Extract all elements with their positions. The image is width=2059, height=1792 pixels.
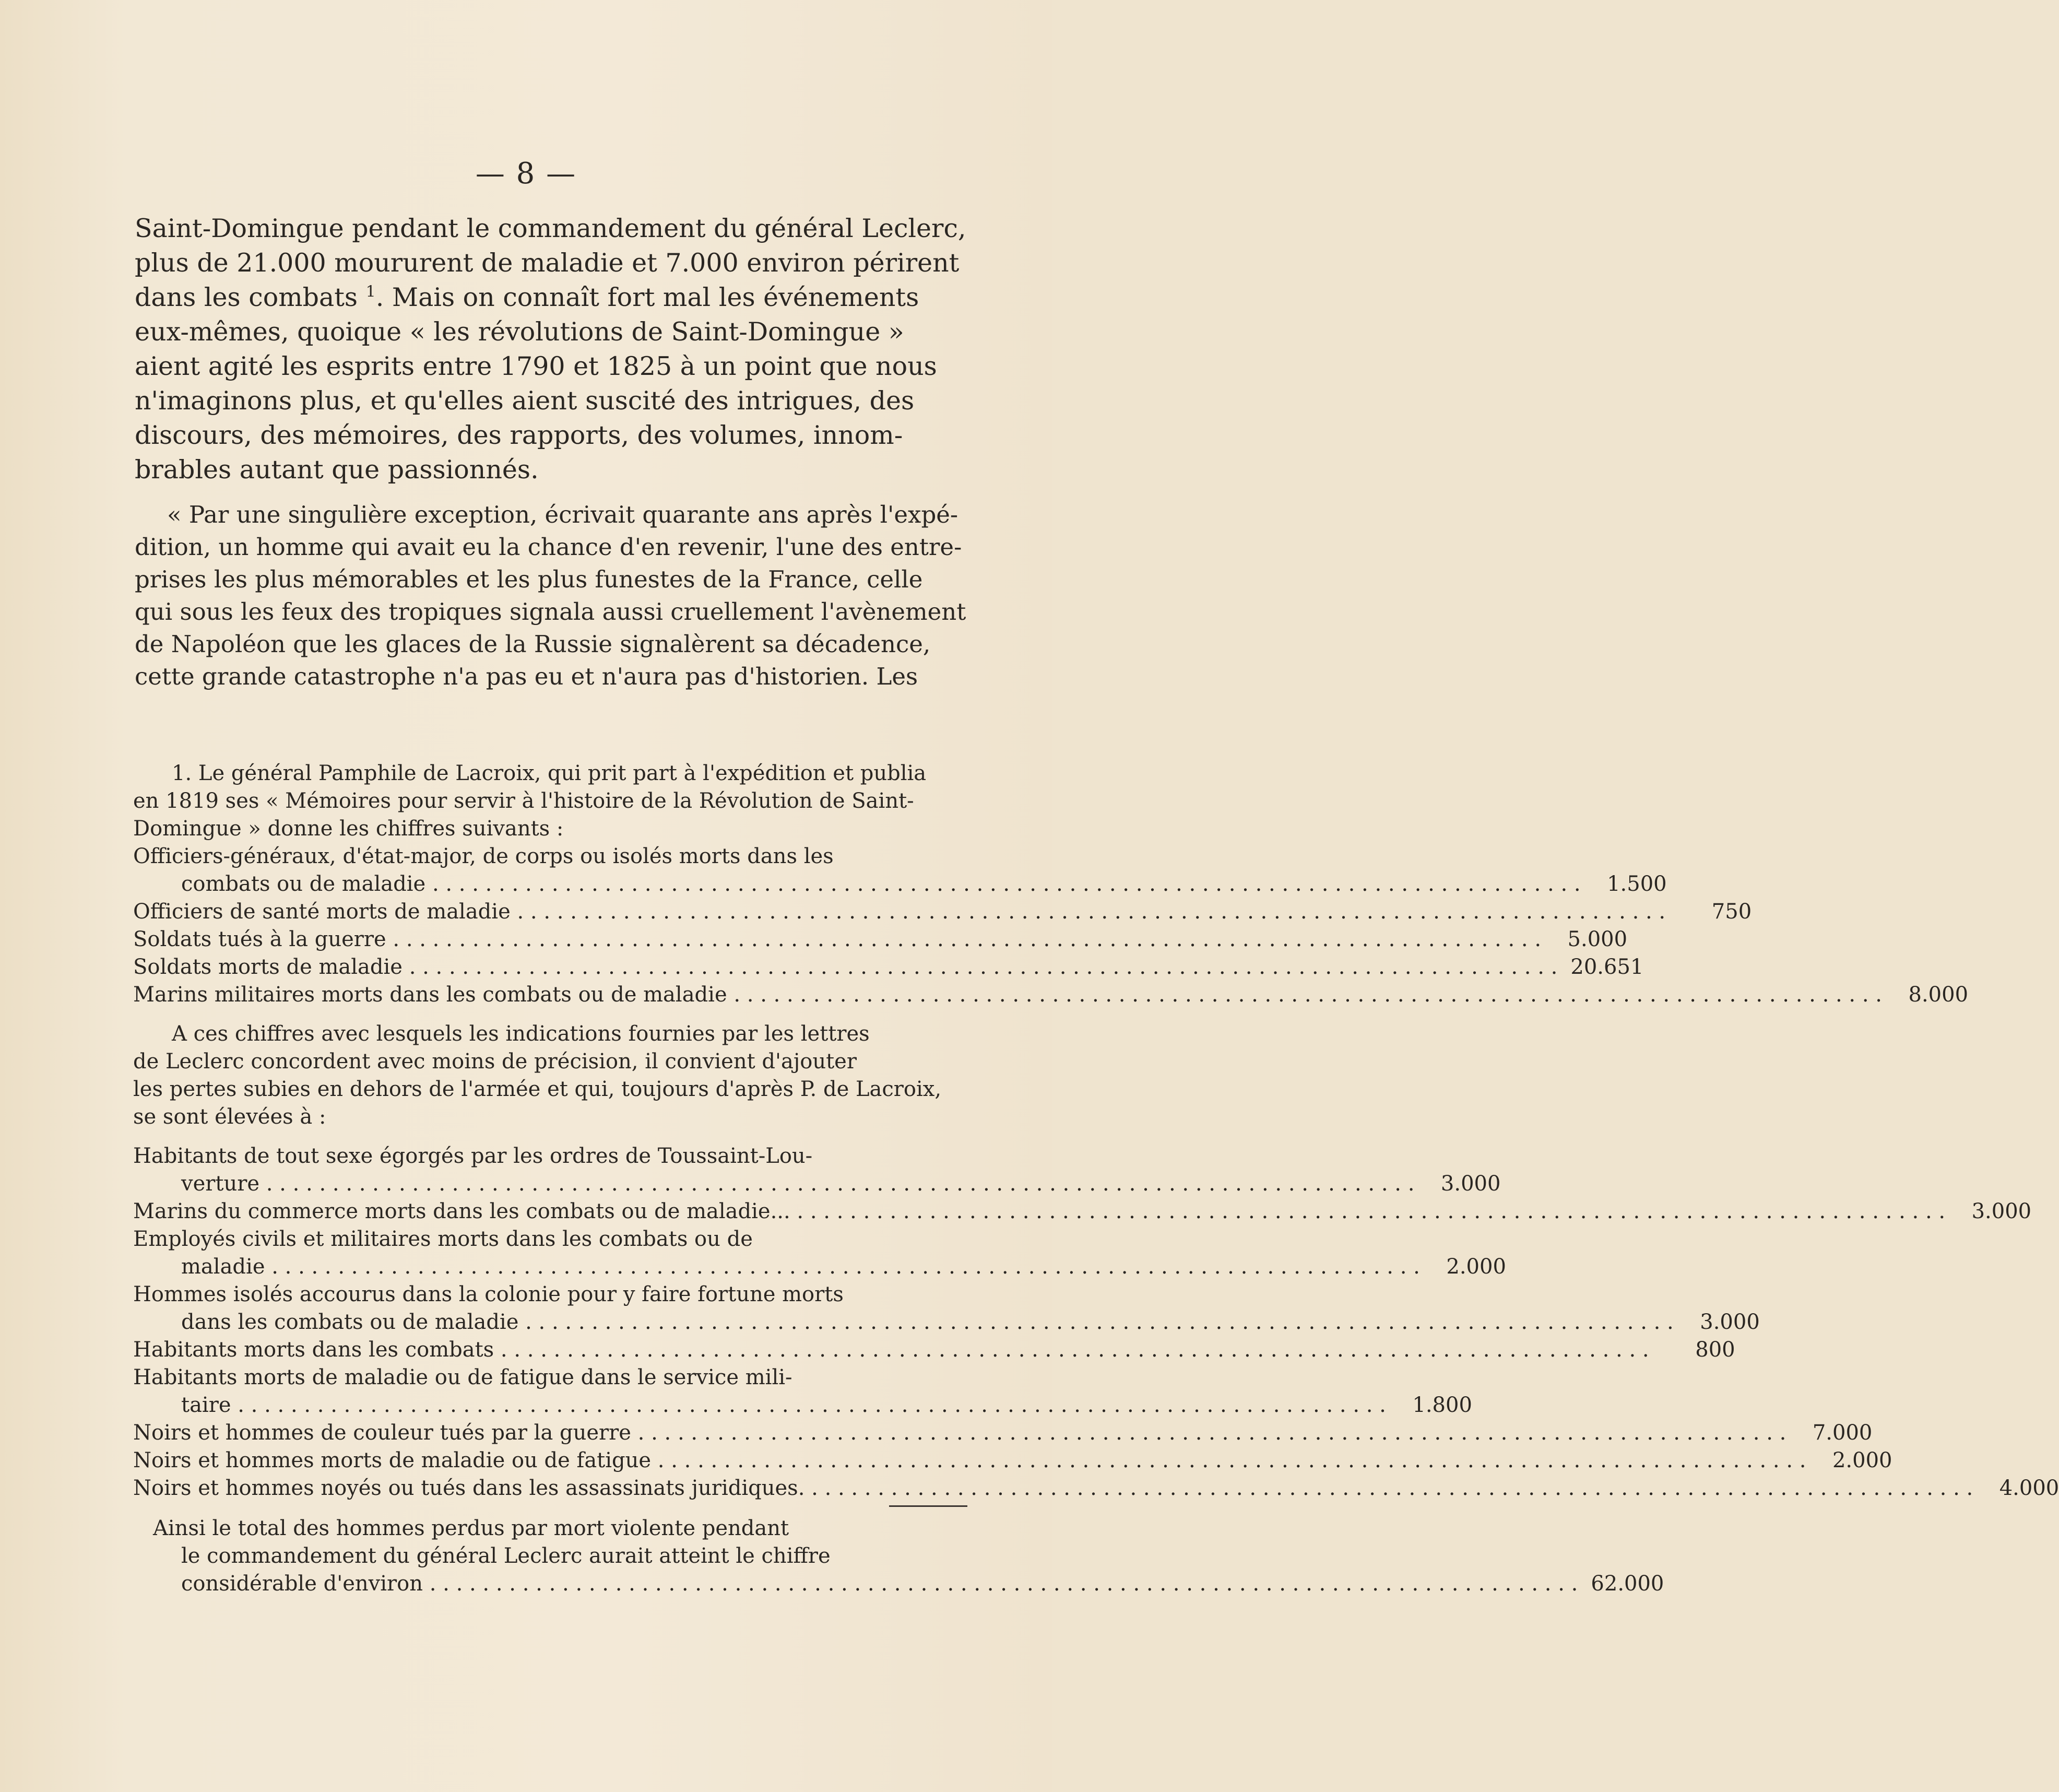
entry-value: 1.500	[1607, 872, 1667, 896]
loss-entry	[133, 1447, 1892, 1475]
footnote-line: A ces chiffres avec lesquels les indications fournies par les lettres	[172, 1022, 870, 1046]
entry-label: Habitants morts dans les combats	[133, 1338, 494, 1362]
text-line: brables autant que passionnés.	[135, 455, 539, 485]
entry-value: 3.000	[1971, 1199, 2032, 1223]
entry-label: combats ou de maladie	[181, 872, 426, 896]
entry-heading: Habitants morts de maladie ou de fatigue dans le service mili-	[133, 1365, 792, 1389]
quotation	[135, 499, 967, 693]
entry-value: 20.651	[1570, 955, 1644, 979]
entry-value: 2.000	[1832, 1448, 1892, 1472]
entry-value: 5.000	[1567, 927, 1628, 951]
total-label: considérable d'environ	[181, 1572, 423, 1596]
loss-entry	[133, 1364, 1472, 1419]
text-segment: dans les combats	[135, 282, 358, 312]
footnote-reference[interactable]: 1	[365, 282, 376, 301]
entry-value: 3.000	[1440, 1172, 1501, 1196]
text-line: aient agité les esprits entre 1790 et 1825 à un point que nous	[135, 351, 937, 381]
entry-heading: Hommes isolés accourus dans la colonie pour y faire fortune morts	[133, 1282, 844, 1306]
loss-entry	[133, 953, 1644, 981]
entry-label: taire	[181, 1393, 231, 1417]
footnote-line: en 1819 ses « Mémoires pour servir à l'histoire de la Révolution de Saint-	[133, 789, 914, 813]
entry-label: Officiers de santé morts de maladie	[133, 900, 511, 924]
entry-heading: Habitants de tout sexe égorgés par les ordres de Toussaint-Lou-	[133, 1144, 813, 1168]
text-line: eux-mêmes, quoique « les révolutions de Saint-Domingue »	[135, 317, 904, 347]
text-line: plus de 21.000 moururent de maladie et 7.000 environ périrent	[135, 248, 960, 278]
entry-label: Noirs et hommes morts de maladie ou de fatigue	[133, 1448, 652, 1472]
total-entry	[133, 1570, 1664, 1598]
total-value: 62.000	[1591, 1572, 1664, 1596]
entry-value: 7.000	[1812, 1421, 1873, 1445]
entry-label: Noirs et hommes de couleur tués par la guerre	[133, 1421, 631, 1445]
quote-line: dition, un homme qui avait eu la chance d'en revenir, l'une des entre-	[135, 533, 962, 561]
entry-value: 800	[1695, 1338, 1735, 1362]
loss-entry	[133, 898, 1752, 926]
entry-label: Marins du commerce morts dans les combats ou de maladie...	[133, 1199, 790, 1223]
quote-line: prises les plus mémorables et les plus funestes de la France, celle	[135, 565, 923, 593]
entry-label: Noirs et hommes noyés ou tués dans les assassinats juridiques. .	[133, 1476, 818, 1500]
quote-line: cette grande catastrophe n'a pas eu et n'aura pas d'historien. Les	[135, 663, 918, 690]
loss-entry	[133, 1142, 1501, 1198]
entry-value: 8.000	[1908, 983, 1969, 1007]
total-line-1: Ainsi le total des hommes perdus par mort violente pendant	[153, 1516, 789, 1540]
text-segment: . Mais on connaît fort mal les événements	[375, 282, 919, 312]
loss-entry	[133, 981, 1969, 1009]
quote-line: de Napoléon que les glaces de la Russie signalèrent sa décadence,	[135, 630, 931, 658]
footnote-line: se sont élevées à :	[133, 1105, 326, 1129]
entry-value: 3.000	[1700, 1310, 1760, 1334]
entry-label: Soldats tués à la guerre	[133, 927, 386, 951]
loss-entry	[133, 1419, 1873, 1447]
entry-label: dans les combats ou de maladie	[181, 1310, 519, 1334]
text-line: n'imaginons plus, et qu'elles aient suscité des intrigues, des	[135, 386, 915, 416]
loss-entry	[133, 1281, 1760, 1336]
loss-entry	[133, 1336, 1735, 1364]
total-line-2: le commandement du général Leclerc aurait atteint le chiffre	[181, 1544, 831, 1568]
entry-value: 4.000	[1999, 1476, 2059, 1500]
loss-entry	[133, 1198, 2032, 1225]
entry-label: Soldats morts de maladie	[133, 955, 403, 979]
loss-entry	[133, 1225, 1506, 1281]
footnote	[133, 760, 2059, 1598]
page-number: — 8 —	[475, 157, 577, 191]
footnote-line: de Leclerc concordent avec moins de précision, il convient d'ajouter	[133, 1050, 857, 1074]
footnote-line: les pertes subies en dehors de l'armée et qui, toujours d'après P. de Lacroix,	[133, 1077, 942, 1101]
footnote-line: 1. Le général Pamphile de Lacroix, qui prit part à l'expédition et publia	[172, 761, 927, 785]
text-line: Saint-Domingue pendant le commandement du général Leclerc,	[135, 214, 966, 243]
footnote-line: Domingue » donne les chiffres suivants :	[133, 817, 564, 841]
entry-label: Marins militaires morts dans les combats ou de maladie	[133, 983, 727, 1007]
total-block	[133, 1507, 1664, 1598]
sum-rule	[889, 1505, 967, 1507]
entry-label: maladie	[181, 1255, 265, 1279]
entry-value: 1.800	[1412, 1393, 1472, 1417]
entry-value: 2.000	[1446, 1255, 1506, 1279]
entry-value: 750	[1711, 900, 1752, 924]
loss-entry	[133, 926, 1628, 953]
other-losses-list	[133, 1142, 2059, 1502]
quote-line: qui sous les feux des tropiques signala aussi cruellement l'avènement	[135, 598, 966, 626]
entry-label: verture	[181, 1172, 260, 1196]
main-text	[135, 211, 967, 693]
text-line	[135, 280, 967, 315]
entry-heading: Employés civils et militaires morts dans les combats ou de	[133, 1227, 753, 1251]
army-losses-list	[133, 843, 1969, 1009]
text-line: discours, des mémoires, des rapports, des volumes, innom-	[135, 420, 903, 450]
entry-heading: Officiers-généraux, d'état-major, de corps ou isolés morts dans les	[133, 844, 834, 868]
quote-line: « Par une singulière exception, écrivait quarante ans après l'expé-	[167, 501, 959, 528]
loss-entry	[133, 1475, 2059, 1502]
loss-entry	[133, 843, 1667, 898]
